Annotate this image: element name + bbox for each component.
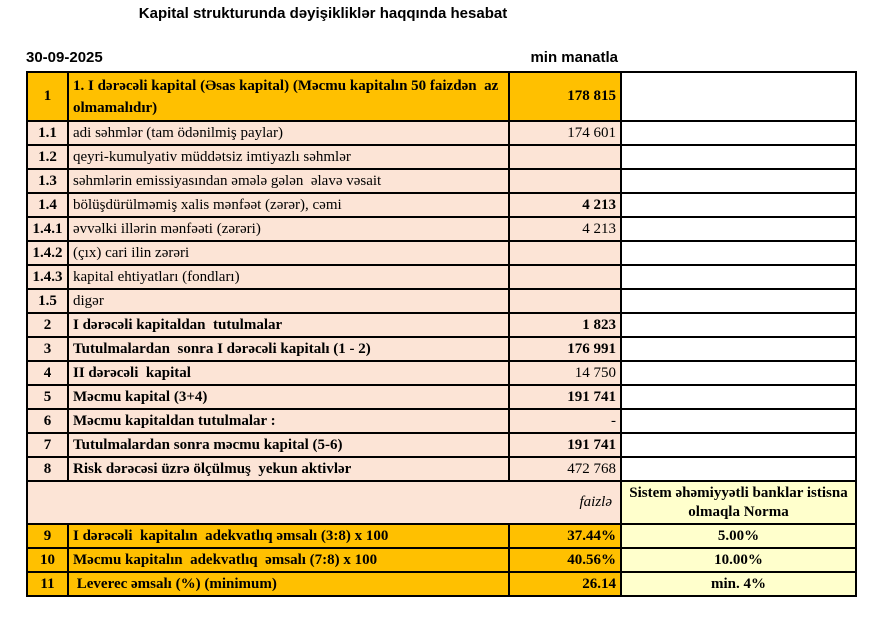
- empty-cell: [621, 385, 856, 409]
- percent-label-cell: faizlə: [27, 481, 621, 524]
- norma-value-cell: 5.00%: [621, 524, 856, 548]
- capital-structure-table: [26, 71, 857, 597]
- row-label-cell: Risk dərəcəsi üzrə ölçülmuş yekun aktivlər: [68, 457, 509, 481]
- table-row: [27, 385, 856, 409]
- empty-cell: [621, 361, 856, 385]
- row-number-cell: 1.4.2: [27, 241, 68, 265]
- row-number-cell: 1.4.1: [27, 217, 68, 241]
- row-value-cell: 191 741: [509, 385, 621, 409]
- table-row: [27, 217, 856, 241]
- empty-cell: [621, 289, 856, 313]
- row-value-cell: 176 991: [509, 337, 621, 361]
- row-value-cell: 472 768: [509, 457, 621, 481]
- row-label-cell: I dərəcəli kapitaldan tutulmalar: [68, 313, 509, 337]
- table-row: [27, 409, 856, 433]
- row-label-cell: bölüşdürülməmiş xalis mənfəət (zərər), cəmi: [68, 193, 509, 217]
- row-number-cell: 10: [27, 548, 68, 572]
- table-row: [27, 145, 856, 169]
- row-number-cell: 2: [27, 313, 68, 337]
- row-number-cell: 1.3: [27, 169, 68, 193]
- row-value-cell: 14 750: [509, 361, 621, 385]
- table-row: [27, 313, 856, 337]
- row-label-cell: 1. I dərəcəli kapital (Əsas kapital) (Məcmu kapitalın 50 faizdən az olmamalıdır): [68, 72, 509, 121]
- report-title: Kapital strukturunda dəyişikliklər haqqında hesabat: [138, 5, 508, 22]
- empty-cell: [621, 169, 856, 193]
- row-value-cell: 26.14: [509, 572, 621, 596]
- row-value-cell: 40.56%: [509, 548, 621, 572]
- table-row: [27, 289, 856, 313]
- table-row: [27, 337, 856, 361]
- row-number-cell: 1.4: [27, 193, 68, 217]
- row-value-cell: -: [509, 409, 621, 433]
- row-label-cell: kapital ehtiyatları (fondları): [68, 265, 509, 289]
- ratio-row: [27, 524, 856, 548]
- row-label-cell: əvvəlki illərin mənfəəti (zərəri): [68, 217, 509, 241]
- norma-value-cell: 10.00%: [621, 548, 856, 572]
- row-label-cell: digər: [68, 289, 509, 313]
- row-label-cell: qeyri-kumulyativ müddətsiz imtiyazlı səhmlər: [68, 145, 509, 169]
- row-number-cell: 1.2: [27, 145, 68, 169]
- report-date: 30-09-2025: [26, 49, 103, 66]
- row-value-cell: 37.44%: [509, 524, 621, 548]
- row-number-cell: 6: [27, 409, 68, 433]
- empty-cell: [621, 457, 856, 481]
- row-number-cell: 3: [27, 337, 68, 361]
- row-value-cell: [509, 169, 621, 193]
- row-label-cell: I dərəcəli kapitalın adekvatlıq əmsalı (3:8) x 100: [68, 524, 509, 548]
- row-value-cell: 4 213: [509, 193, 621, 217]
- empty-cell: [621, 409, 856, 433]
- row-value-cell: 178 815: [509, 72, 621, 121]
- percent-header-row: [27, 481, 856, 524]
- table-row: [27, 121, 856, 145]
- row-number-cell: 1.4.3: [27, 265, 68, 289]
- row-number-cell: 7: [27, 433, 68, 457]
- row-label-cell: (çıx) cari ilin zərəri: [68, 241, 509, 265]
- ratio-row: [27, 572, 856, 596]
- row-label-cell: II dərəcəli kapital: [68, 361, 509, 385]
- empty-cell: [621, 145, 856, 169]
- empty-cell: [621, 265, 856, 289]
- row-value-cell: [509, 241, 621, 265]
- row-label-cell: Leverec əmsalı (%) (minimum): [68, 572, 509, 596]
- table-row: [27, 72, 856, 121]
- row-label-cell: adi səhmlər (tam ödənilmiş paylar): [68, 121, 509, 145]
- row-number-cell: 8: [27, 457, 68, 481]
- row-number-cell: 9: [27, 524, 68, 548]
- row-label-cell: Tutulmalardan sonra məcmu kapital (5-6): [68, 433, 509, 457]
- norma-value-cell: min. 4%: [621, 572, 856, 596]
- row-number-cell: 1: [27, 72, 68, 121]
- row-number-cell: 11: [27, 572, 68, 596]
- row-value-cell: 1 823: [509, 313, 621, 337]
- row-number-cell: 1.1: [27, 121, 68, 145]
- row-value-cell: [509, 145, 621, 169]
- row-label-cell: Məcmu kapitalın adekvatlıq əmsalı (7:8) x 100: [68, 548, 509, 572]
- empty-cell: [621, 121, 856, 145]
- row-value-cell: [509, 265, 621, 289]
- empty-cell: [621, 193, 856, 217]
- row-value-cell: [509, 289, 621, 313]
- empty-cell: [621, 72, 856, 121]
- empty-cell: [621, 337, 856, 361]
- unit-label: min manatla: [530, 49, 618, 66]
- empty-cell: [621, 433, 856, 457]
- row-value-cell: 4 213: [509, 217, 621, 241]
- row-label-cell: Məcmu kapitaldan tutulmalar :: [68, 409, 509, 433]
- row-value-cell: 191 741: [509, 433, 621, 457]
- row-number-cell: 5: [27, 385, 68, 409]
- table-row: [27, 361, 856, 385]
- row-number-cell: 4: [27, 361, 68, 385]
- subheader: [26, 49, 618, 66]
- empty-cell: [621, 217, 856, 241]
- row-value-cell: 174 601: [509, 121, 621, 145]
- norma-header-cell: Sistem əhəmiyyətli banklar istisna olmaqla Norma: [621, 481, 856, 524]
- table-row: [27, 169, 856, 193]
- empty-cell: [621, 313, 856, 337]
- table-row: [27, 457, 856, 481]
- row-label-cell: Tutulmalardan sonra I dərəcəli kapitalı (1 - 2): [68, 337, 509, 361]
- row-label-cell: səhmlərin emissiyasından əmələ gələn əlavə vəsait: [68, 169, 509, 193]
- table-row: [27, 241, 856, 265]
- empty-cell: [621, 241, 856, 265]
- ratio-row: [27, 548, 856, 572]
- table-row: [27, 433, 856, 457]
- table-row: [27, 193, 856, 217]
- table-row: [27, 265, 856, 289]
- row-label-cell: Məcmu kapital (3+4): [68, 385, 509, 409]
- row-number-cell: 1.5: [27, 289, 68, 313]
